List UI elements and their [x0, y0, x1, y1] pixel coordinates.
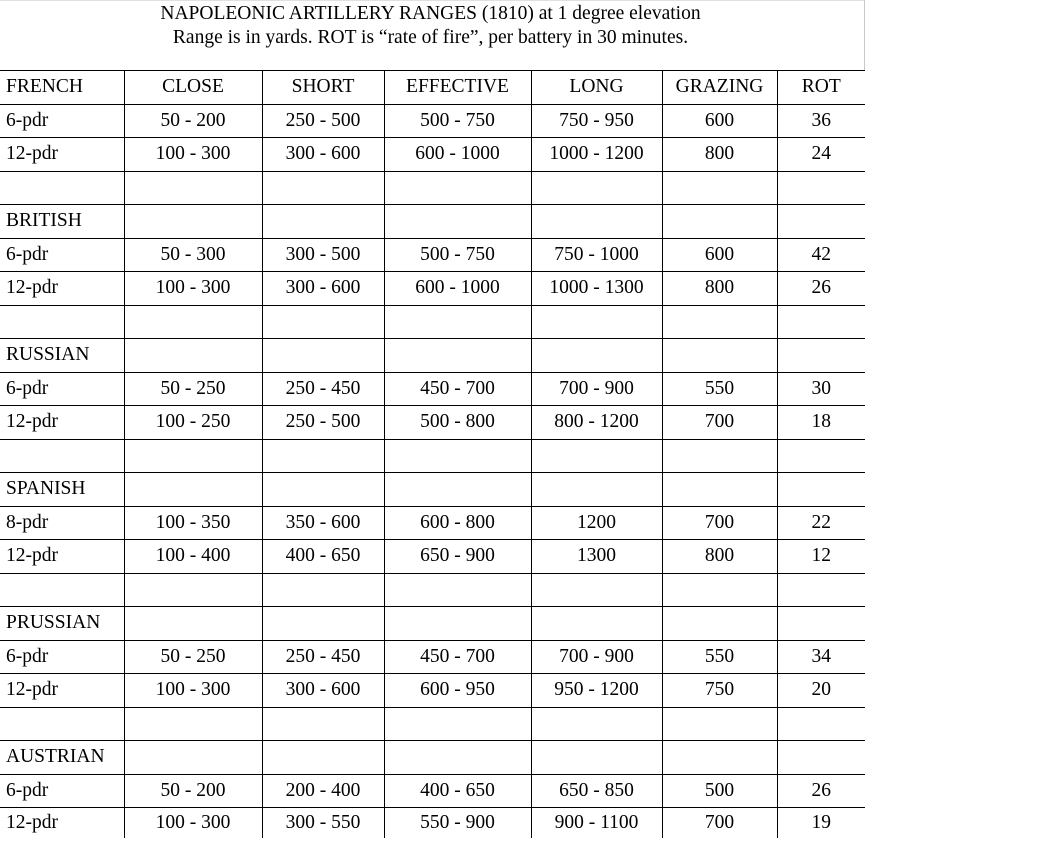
table-cell	[777, 339, 865, 373]
table-row	[0, 339, 865, 373]
table-cell	[777, 573, 865, 607]
table-cell: 400 - 650	[384, 774, 531, 808]
table-header-row	[0, 71, 865, 105]
table-cell	[124, 305, 262, 339]
table-cell: 1300	[531, 540, 662, 574]
table-row	[0, 741, 865, 775]
table-cell: 700	[662, 406, 777, 440]
table-cell	[662, 573, 777, 607]
table-cell: 100 - 300	[124, 808, 262, 839]
table-cell: 250 - 450	[262, 640, 384, 674]
row-label-cell	[0, 305, 124, 339]
row-label-cell: 6-pdr	[0, 774, 124, 808]
row-label-cell: 12-pdr	[0, 808, 124, 839]
table-row	[0, 138, 865, 172]
table-cell	[662, 439, 777, 473]
table-cell: 300 - 600	[262, 674, 384, 708]
table-cell	[384, 741, 531, 775]
table-row	[0, 439, 865, 473]
header-cell-long: LONG	[531, 71, 662, 105]
table-cell: 26	[777, 774, 865, 808]
row-label-cell: SPANISH	[0, 473, 124, 507]
table-cell: 300 - 600	[262, 138, 384, 172]
table-cell: 700	[662, 506, 777, 540]
table-row	[0, 808, 865, 839]
table-row	[0, 272, 865, 306]
table-row	[0, 372, 865, 406]
row-label-cell: AUSTRIAN	[0, 741, 124, 775]
table-cell: 50 - 250	[124, 640, 262, 674]
row-label-cell	[0, 439, 124, 473]
row-label-cell: RUSSIAN	[0, 339, 124, 373]
header-cell-rot: ROT	[777, 71, 865, 105]
row-label-cell: 12-pdr	[0, 272, 124, 306]
table-cell: 650 - 850	[531, 774, 662, 808]
table-cell	[531, 439, 662, 473]
table-cell	[777, 741, 865, 775]
table-cell: 400 - 650	[262, 540, 384, 574]
table-cell	[662, 707, 777, 741]
table-cell	[262, 205, 384, 239]
table-cell	[777, 473, 865, 507]
table-cell: 500 - 800	[384, 406, 531, 440]
row-label-cell: 12-pdr	[0, 138, 124, 172]
table-cell: 250 - 500	[262, 104, 384, 138]
table-cell	[531, 573, 662, 607]
table-cell	[124, 171, 262, 205]
table-cell: 550	[662, 372, 777, 406]
row-label-cell: PRUSSIAN	[0, 607, 124, 641]
table-row	[0, 406, 865, 440]
table-cell: 950 - 1200	[531, 674, 662, 708]
table-cell	[384, 205, 531, 239]
table-cell: 250 - 500	[262, 406, 384, 440]
table-row	[0, 774, 865, 808]
row-label-cell: 6-pdr	[0, 372, 124, 406]
table-cell	[531, 741, 662, 775]
table-cell: 1200	[531, 506, 662, 540]
table-cell: 26	[777, 272, 865, 306]
table-cell: 600 - 1000	[384, 138, 531, 172]
table-cell	[531, 171, 662, 205]
table-cell	[262, 741, 384, 775]
table-row	[0, 506, 865, 540]
table-cell: 50 - 200	[124, 104, 262, 138]
table-cell: 600 - 1000	[384, 272, 531, 306]
artillery-ranges-table	[0, 70, 865, 838]
table-cell: 500 - 750	[384, 104, 531, 138]
table-cell	[384, 573, 531, 607]
table-cell	[662, 741, 777, 775]
table-cell	[262, 305, 384, 339]
table-cell: 18	[777, 406, 865, 440]
table-cell	[124, 607, 262, 641]
row-label-cell: 12-pdr	[0, 674, 124, 708]
table-cell	[262, 171, 384, 205]
table-cell: 42	[777, 238, 865, 272]
table-cell	[384, 439, 531, 473]
table-row	[0, 305, 865, 339]
table-cell	[531, 707, 662, 741]
table-cell: 450 - 700	[384, 640, 531, 674]
table-row	[0, 573, 865, 607]
table-row	[0, 640, 865, 674]
table-cell	[124, 573, 262, 607]
table-cell: 800	[662, 272, 777, 306]
table-cell: 50 - 250	[124, 372, 262, 406]
table-row	[0, 607, 865, 641]
table-cell	[384, 305, 531, 339]
header-cell-short: SHORT	[262, 71, 384, 105]
table-cell: 100 - 300	[124, 674, 262, 708]
table-cell	[124, 205, 262, 239]
table-cell: 500	[662, 774, 777, 808]
table-cell: 700 - 900	[531, 372, 662, 406]
table-cell	[531, 473, 662, 507]
table-cell: 600 - 950	[384, 674, 531, 708]
table-cell: 12	[777, 540, 865, 574]
table-cell	[662, 305, 777, 339]
table-cell	[384, 171, 531, 205]
table-cell: 100 - 350	[124, 506, 262, 540]
table-cell: 1000 - 1200	[531, 138, 662, 172]
table-row	[0, 238, 865, 272]
table-cell: 50 - 300	[124, 238, 262, 272]
table-row	[0, 540, 865, 574]
table-cell	[384, 607, 531, 641]
table-cell: 50 - 200	[124, 774, 262, 808]
header-cell-effective: EFFECTIVE	[384, 71, 531, 105]
table-cell: 36	[777, 104, 865, 138]
table-cell: 750	[662, 674, 777, 708]
table-cell: 30	[777, 372, 865, 406]
row-label-cell: 6-pdr	[0, 104, 124, 138]
table-cell	[662, 171, 777, 205]
table-cell: 800 - 1200	[531, 406, 662, 440]
row-label-cell	[0, 171, 124, 205]
header-cell-close: CLOSE	[124, 71, 262, 105]
table-cell: 800	[662, 138, 777, 172]
table-cell: 300 - 500	[262, 238, 384, 272]
table-cell	[262, 439, 384, 473]
table-cell: 800	[662, 540, 777, 574]
table-cell	[662, 205, 777, 239]
table-row	[0, 171, 865, 205]
table-cell	[124, 339, 262, 373]
row-label-cell: 12-pdr	[0, 406, 124, 440]
table-cell: 600 - 800	[384, 506, 531, 540]
table-cell: 550 - 900	[384, 808, 531, 839]
table-cell	[262, 339, 384, 373]
row-label-cell	[0, 707, 124, 741]
table-cell: 900 - 1100	[531, 808, 662, 839]
table-cell	[777, 171, 865, 205]
table-cell: 19	[777, 808, 865, 839]
table-cell	[662, 339, 777, 373]
table-cell	[662, 473, 777, 507]
table-cell	[777, 305, 865, 339]
header-cell-grazing: GRAZING	[662, 71, 777, 105]
table-cell: 700 - 900	[531, 640, 662, 674]
table-cell	[777, 707, 865, 741]
table-cell: 600	[662, 238, 777, 272]
table-cell: 750 - 950	[531, 104, 662, 138]
table-body	[0, 71, 865, 839]
table-cell: 450 - 700	[384, 372, 531, 406]
table-cell: 100 - 300	[124, 272, 262, 306]
table-cell: 24	[777, 138, 865, 172]
table-cell	[124, 439, 262, 473]
table-cell: 250 - 450	[262, 372, 384, 406]
table-cell: 300 - 600	[262, 272, 384, 306]
row-label-cell: 6-pdr	[0, 640, 124, 674]
table-cell	[124, 741, 262, 775]
table-cell	[124, 473, 262, 507]
table-cell: 650 - 900	[384, 540, 531, 574]
table-cell	[777, 205, 865, 239]
table-cell: 350 - 600	[262, 506, 384, 540]
title-block	[0, 0, 865, 70]
table-cell	[384, 707, 531, 741]
table-cell	[384, 473, 531, 507]
table-row	[0, 707, 865, 741]
table-cell: 300 - 550	[262, 808, 384, 839]
table-cell	[384, 339, 531, 373]
table-cell: 750 - 1000	[531, 238, 662, 272]
row-label-cell	[0, 573, 124, 607]
table-cell: 22	[777, 506, 865, 540]
table-cell: 500 - 750	[384, 238, 531, 272]
table-cell	[262, 573, 384, 607]
table-cell: 100 - 400	[124, 540, 262, 574]
row-label-cell: 6-pdr	[0, 238, 124, 272]
table-cell: 34	[777, 640, 865, 674]
table-cell: 20	[777, 674, 865, 708]
table-cell	[262, 473, 384, 507]
table-cell: 200 - 400	[262, 774, 384, 808]
row-label-cell: 12-pdr	[0, 540, 124, 574]
table-row	[0, 104, 865, 138]
table-cell	[777, 607, 865, 641]
table-row	[0, 473, 865, 507]
row-label-cell: 8-pdr	[0, 506, 124, 540]
page-subtitle: Range is in yards. ROT is “rate of fire”, per battery in 30 minutes.	[172, 27, 689, 48]
table-cell: 100 - 250	[124, 406, 262, 440]
table-cell: 100 - 300	[124, 138, 262, 172]
table-cell	[531, 305, 662, 339]
table-cell	[531, 339, 662, 373]
table-row	[0, 674, 865, 708]
table-cell	[531, 607, 662, 641]
table-cell	[777, 439, 865, 473]
table-cell	[531, 205, 662, 239]
page-title: NAPOLEONIC ARTILLERY RANGES (1810) at 1 degree elevation	[160, 3, 701, 24]
row-label-cell: BRITISH	[0, 205, 124, 239]
table-cell	[262, 707, 384, 741]
table-cell: 700	[662, 808, 777, 839]
table-cell: 550	[662, 640, 777, 674]
header-cell-nation: FRENCH	[0, 71, 124, 105]
table-cell: 1000 - 1300	[531, 272, 662, 306]
table-row	[0, 205, 865, 239]
table-cell	[662, 607, 777, 641]
table-cell	[124, 707, 262, 741]
table-cell: 600	[662, 104, 777, 138]
table-cell	[262, 607, 384, 641]
